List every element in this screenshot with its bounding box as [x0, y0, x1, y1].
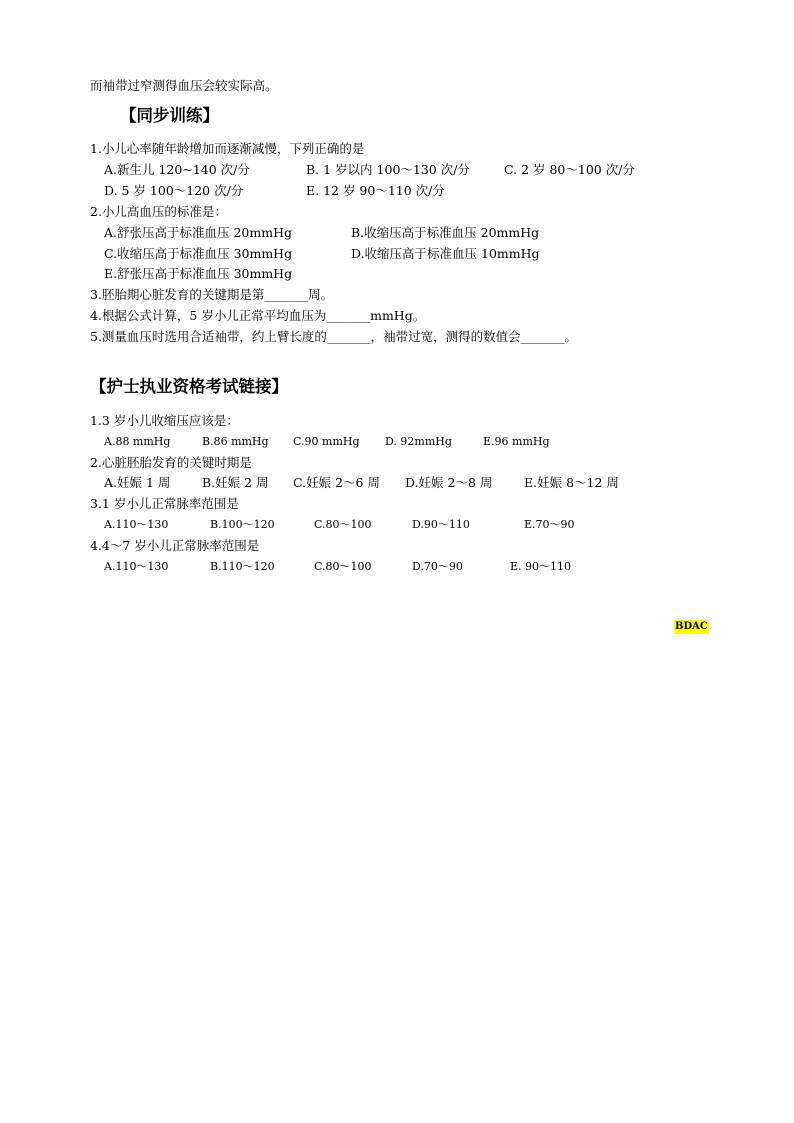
- exam-q3-stem: 3.1 岁小儿正常脉率范围是: [90, 496, 239, 511]
- sync-q1-stem: 1.小儿心率随年龄增加而逐渐减慢，下列正确的是: [90, 141, 365, 156]
- exam-q4-option-d: D.70～90: [412, 560, 463, 573]
- sync-q2-option-c: C.收缩压高于标准血压 30mmHg: [104, 246, 293, 261]
- answer-key: BDAC: [675, 621, 708, 632]
- sync-q1-option-c: C. 2 岁 80～100 次/分: [504, 162, 635, 177]
- exam-q2-option-c: C.妊娠 2～6 周: [293, 475, 380, 490]
- exam-q3-option-c: C.80～100: [314, 518, 372, 531]
- exam-q4-stem: 4.4～7 岁小儿正常脉率范围是: [90, 538, 260, 553]
- sync-q1-option-b: B. 1 岁以内 100～130 次/分: [306, 162, 470, 177]
- sync-training-heading: 【同步训练】: [120, 106, 219, 125]
- sync-q2-option-e: E.舒张压高于标准血压 30mmHg: [104, 266, 293, 281]
- exam-q4-option-e: E. 90～110: [510, 560, 572, 573]
- sync-q2-option-a: A.舒张压高于标准血压 20mmHg: [104, 225, 292, 240]
- sync-q5: 5.测量血压时选用合适袖带，约上臂长度的_______，袖带过宽，测得的数值会_______。: [90, 329, 577, 344]
- sync-q3: 3.胚胎期心脏发育的关键期是第_______周。: [90, 287, 334, 302]
- exam-q1-option-b: B.86 mmHg: [202, 435, 269, 448]
- exam-q2-option-b: B.妊娠 2 周: [202, 475, 269, 490]
- exam-q1-option-c: C.90 mmHg: [293, 435, 360, 448]
- exam-q2-option-a: A.妊娠 1 周: [104, 475, 171, 490]
- exam-q1-stem: 1.3 岁小儿收缩压应该是：: [90, 413, 239, 428]
- intro-text: 而袖带过窄测得血压会较实际高。: [90, 78, 278, 93]
- exam-q4-option-b: B.110～120: [210, 560, 275, 573]
- sync-q1-option-e: E. 12 岁 90～110 次/分: [306, 183, 445, 198]
- sync-q2-stem: 2.小儿高血压的标准是：: [90, 204, 227, 219]
- sync-q4: 4.根据公式计算，5 岁小儿正常平均血压为_______mmHg。: [90, 308, 426, 323]
- exam-q4-option-a: A.110～130: [104, 560, 169, 573]
- exam-q3-option-d: D.90～110: [412, 518, 470, 531]
- exam-link-heading: 【护士执业资格考试链接】: [90, 377, 288, 396]
- exam-q3-option-e: E.70～90: [524, 518, 575, 531]
- exam-q3-option-a: A.110～130: [104, 518, 169, 531]
- sync-q2-option-b: B.收缩压高于标准血压 20mmHg: [351, 225, 540, 240]
- sync-q1-option-a: A.新生儿 120~140 次/分: [104, 162, 250, 177]
- exam-q2-option-d: D.妊娠 2～8 周: [405, 475, 493, 490]
- exam-q2-stem: 2.心脏胚胎发育的关键时期是: [90, 455, 252, 470]
- exam-q1-option-a: A.88 mmHg: [104, 435, 171, 448]
- sync-q2-option-d: D.收缩压高于标准血压 10mmHg: [351, 246, 540, 261]
- exam-q3-option-b: B.100～120: [210, 518, 275, 531]
- exam-q4-option-c: C.80～100: [314, 560, 372, 573]
- exam-q2-option-e: E.妊娠 8～12 周: [524, 475, 619, 490]
- exam-q1-option-d: D. 92mmHg: [385, 435, 452, 448]
- sync-q1-option-d: D. 5 岁 100～120 次/分: [104, 183, 244, 198]
- exam-q1-option-e: E.96 mmHg: [483, 435, 550, 448]
